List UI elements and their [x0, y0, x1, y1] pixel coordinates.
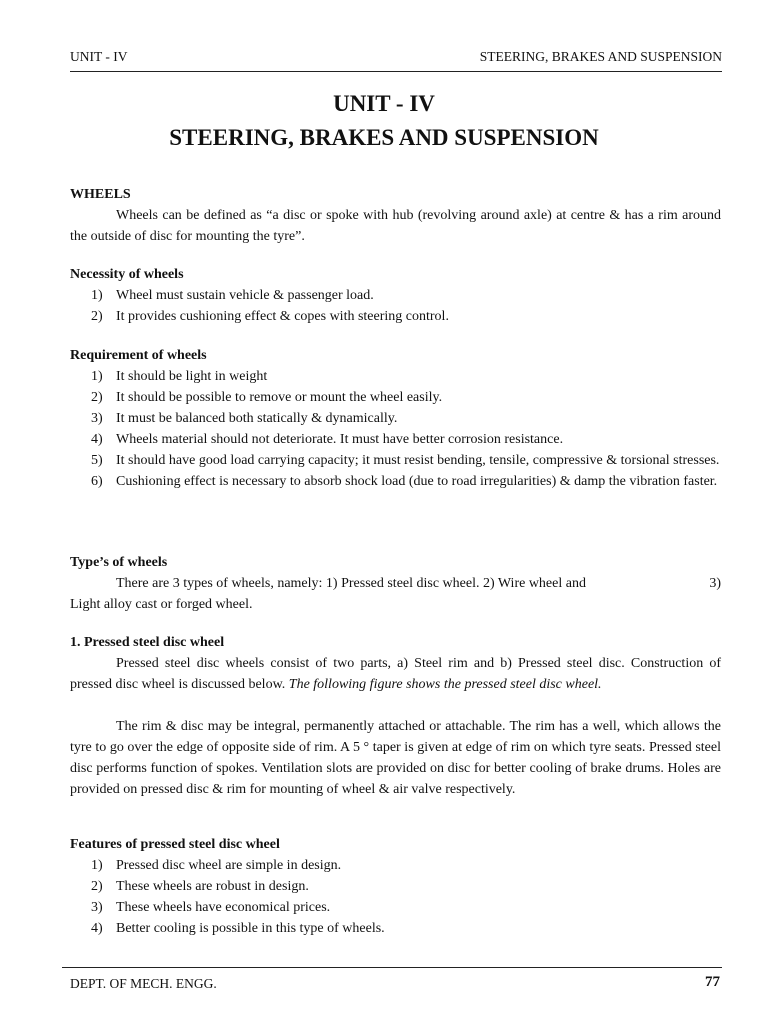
item-text: These wheels have economical prices.	[116, 900, 331, 915]
header-chapter: STEERING, BRAKES AND SUSPENSION	[479, 49, 722, 64]
list-item	[70, 429, 721, 450]
pressed-disc-intro-text: Pressed steel disc wheels consist of two parts, a) Steel rim and b) Pressed steel disc. Construction of pressed disc wheel is discussed below.	[70, 656, 721, 692]
page-footer	[62, 967, 722, 991]
heading-requirement: Requirement of wheels	[70, 348, 207, 363]
item-number: 3)	[91, 411, 103, 426]
item-number: 5)	[91, 453, 103, 468]
types-text-continued: Light alloy cast or forged wheel.	[70, 597, 253, 612]
list-item	[70, 855, 721, 876]
item-text: It should be light in weight	[116, 369, 268, 384]
list-item	[70, 876, 721, 897]
page-title-chapter: STEERING, BRAKES AND SUSPENSION	[169, 125, 599, 150]
item-number: 6)	[91, 474, 103, 489]
section-requirement	[70, 345, 721, 492]
section-features	[70, 834, 721, 939]
heading-wheels: WHEELS	[70, 187, 131, 202]
list-item	[70, 897, 721, 918]
section-necessity	[70, 264, 721, 327]
footer-department: DEPT. OF MECH. ENGG.	[70, 976, 217, 991]
heading-features: Features of pressed steel disc wheel	[70, 837, 280, 852]
features-list	[70, 855, 721, 939]
page-header	[70, 49, 722, 72]
item-text: Wheel must sustain vehicle & passenger load.	[116, 288, 374, 303]
item-number: 3)	[91, 900, 103, 915]
item-text: It must be balanced both statically & dynamically.	[116, 411, 398, 426]
heading-pressed-disc: 1. Pressed steel disc wheel	[70, 635, 225, 650]
requirement-list	[70, 366, 721, 492]
list-item	[70, 306, 721, 327]
pressed-disc-description: The rim & disc may be integral, permanently attached or attachable. The rim has a well, which allows the tyre to go over the edge of opposite side of rim. A 5 ° taper is given at edge of rim on which tyre seats. Pressed steel disc performs function of spokes. Ventilation slots are provided on disc for better cooling of brake drums. Holes are provided on pressed disc & rim for mounting of wheel & air valve respectively.	[70, 719, 721, 797]
item-number: 1)	[91, 288, 103, 303]
list-item	[70, 366, 721, 387]
item-text: Wheels material should not deteriorate. It must have better corrosion resistance.	[116, 432, 564, 447]
list-item	[70, 471, 721, 492]
list-item	[70, 408, 721, 429]
item-text: Pressed disc wheel are simple in design.	[116, 858, 342, 873]
list-item	[70, 450, 721, 471]
list-item	[70, 918, 721, 939]
item-text: It provides cushioning effect & copes with steering control.	[116, 309, 449, 324]
item-number: 2)	[91, 309, 103, 324]
item-number: 1)	[91, 369, 103, 384]
section-types	[70, 552, 721, 615]
item-text: It should have good load carrying capacity; it must resist bending, tensile, compressive & torsional stresses.	[116, 453, 720, 468]
item-text: It should be possible to remove or mount the wheel easily.	[116, 390, 443, 405]
wheels-definition: Wheels can be defined as “a disc or spoke with hub (revolving around axle) at centre & has a rim around the outside of disc for mounting the tyre”.	[70, 208, 721, 244]
item-number: 2)	[91, 390, 103, 405]
types-text: There are 3 types of wheels, namely: 1) Pressed steel disc wheel. 2) Wire wheel and	[116, 576, 586, 591]
page-number: 77	[705, 974, 720, 990]
heading-necessity: Necessity of wheels	[70, 267, 184, 282]
item-text: These wheels are robust in design.	[116, 879, 309, 894]
page-title-unit: UNIT - IV	[333, 91, 435, 116]
header-unit: UNIT - IV	[70, 49, 128, 64]
item-number: 1)	[91, 858, 103, 873]
section-wheels	[70, 184, 721, 247]
types-line	[70, 573, 721, 594]
figure-reference: The following figure shows the pressed steel disc wheel.	[288, 677, 602, 692]
item-text: Better cooling is possible in this type of wheels.	[116, 921, 385, 936]
pressed-disc-intro	[70, 653, 721, 695]
list-item	[70, 387, 721, 408]
necessity-list	[70, 285, 721, 327]
item-number: 4)	[91, 921, 103, 936]
item-number: 4)	[91, 432, 103, 447]
heading-types: Type’s of wheels	[70, 555, 168, 570]
types-text-end: 3)	[709, 576, 721, 591]
item-text: Cushioning effect is necessary to absorb shock load (due to road irregularities) & damp the vibration faster.	[116, 474, 718, 489]
list-item	[70, 285, 721, 306]
item-number: 2)	[91, 879, 103, 894]
section-pressed-disc	[70, 632, 721, 800]
